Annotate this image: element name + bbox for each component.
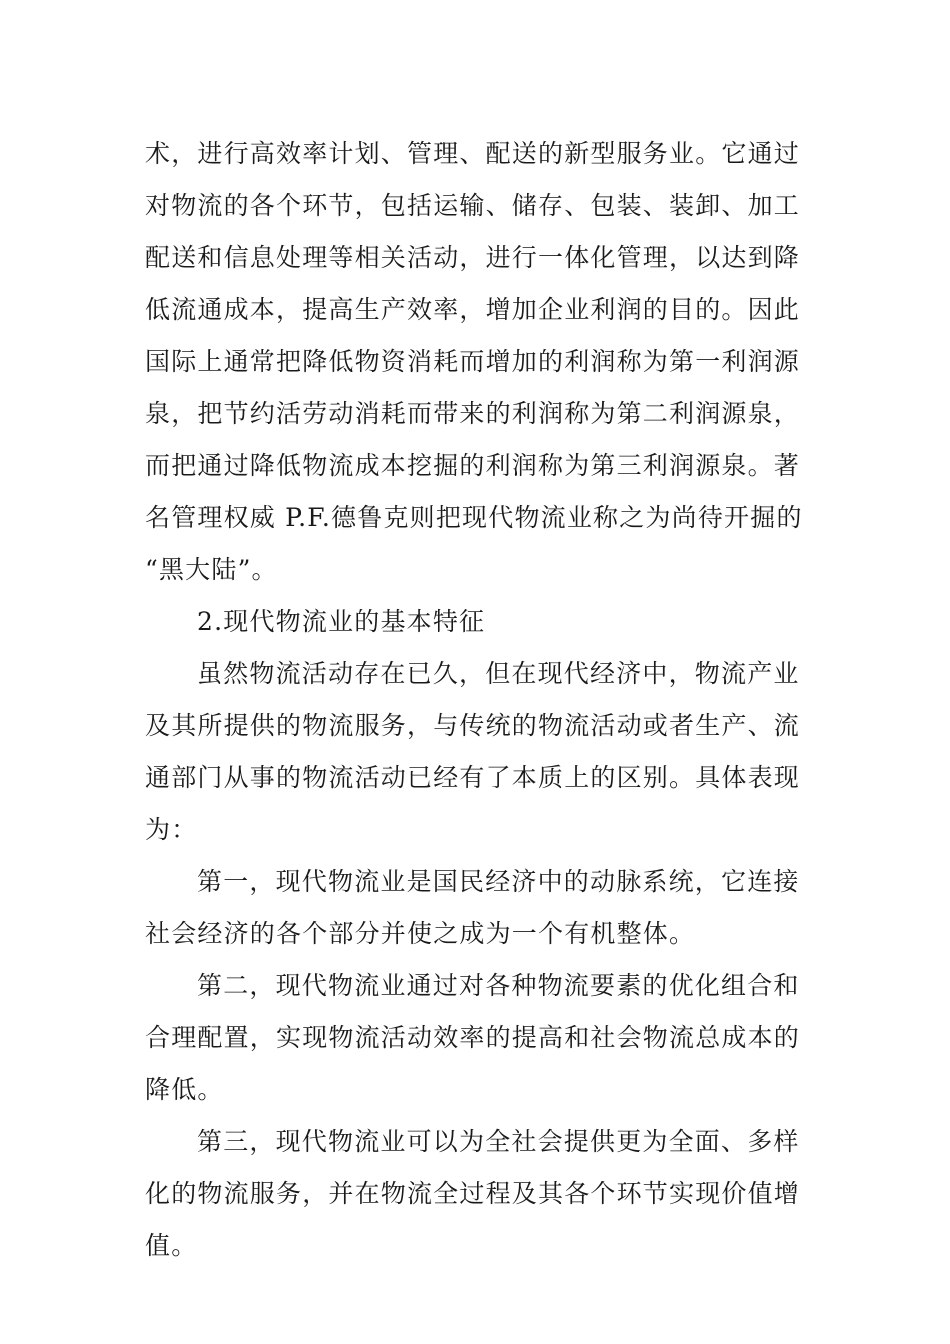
text-line: “黑大陆”。 xyxy=(145,555,278,584)
text-line: 第三，现代物流业可以为全社会提供更为全面、多样 xyxy=(197,1127,800,1156)
text-line: 术，进行高效率计划、管理、配送的新型服务业。它通过 xyxy=(145,139,801,168)
text-line: 泉，把节约活劳动消耗而带来的利润称为第二利润源泉， xyxy=(145,399,801,428)
document-body xyxy=(145,128,810,1272)
text-line: 虽然物流活动存在已久，但在现代经济中，物流产业 xyxy=(197,659,800,688)
text-line: 第二，现代物流业通过对各种物流要素的优化组合和 xyxy=(197,971,800,1000)
text-line: 为： xyxy=(145,815,198,844)
text-line: 通部门从事的物流活动已经有了本质上的区别。具体表现 xyxy=(145,763,801,792)
text-line: 合理配置，实现物流活动效率的提高和社会物流总成本的 xyxy=(145,1023,801,1052)
text-line: 社会经济的各个部分并使之成为一个有机整体。 xyxy=(145,919,696,948)
text-line: 低流通成本，提高生产效率，增加企业利润的目的。因此 xyxy=(145,295,801,324)
text-line: 及其所提供的物流服务，与传统的物流活动或者生产、流 xyxy=(145,711,801,740)
text-line: 值。 xyxy=(145,1231,198,1260)
text-line: 化的物流服务，并在物流全过程及其各个环节实现价值增 xyxy=(145,1179,801,1208)
text-line: 而把通过降低物流成本挖掘的利润称为第三利润源泉。著 xyxy=(145,451,801,480)
section-heading: 2.现代物流业的基本特征 xyxy=(197,607,486,636)
text-line: 配送和信息处理等相关活动，进行一体化管理，以达到降 xyxy=(145,243,801,272)
text-line: 第一，现代物流业是国民经济中的动脉系统，它连接 xyxy=(197,867,800,896)
text-line: 降低。 xyxy=(145,1075,224,1104)
text-line: 国际上通常把降低物资消耗而增加的利润称为第一利润源 xyxy=(145,347,801,376)
text-line: 名管理权威 P.F.德鲁克则把现代物流业称之为尚待开掘的 xyxy=(145,503,803,532)
text-line: 对物流的各个环节，包括运输、储存、包装、装卸、加工 xyxy=(145,191,801,220)
